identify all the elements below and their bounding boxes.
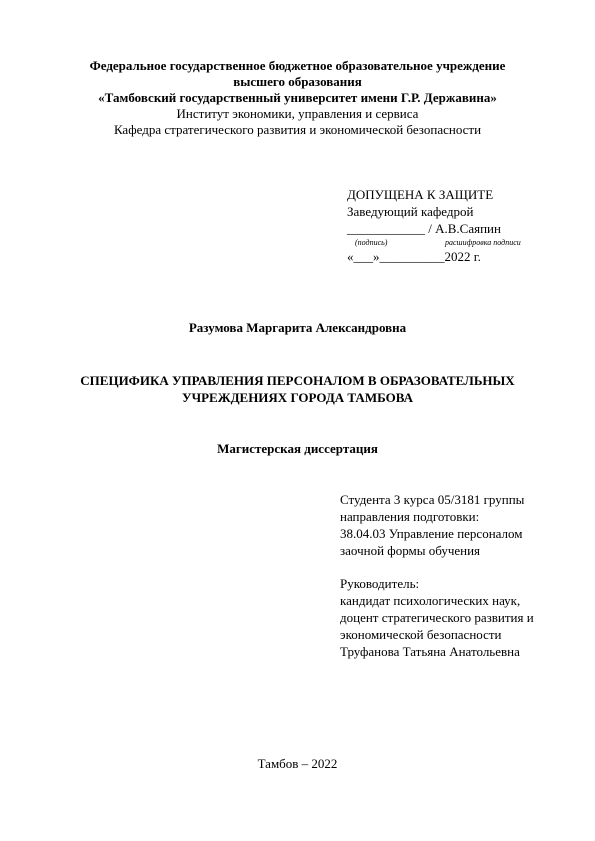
supervisor-degree: кандидат психологических наук, <box>340 593 521 608</box>
supervisor-info <box>340 575 534 660</box>
supervisor-label: Руководитель: <box>340 576 420 591</box>
student-direction-label: направления подготовки: <box>340 509 480 524</box>
student-direction: 38.04.03 Управление персоналом <box>340 526 523 541</box>
institution-level: высшего образования <box>233 74 362 89</box>
institution-header <box>60 58 535 138</box>
supervisor-position-cont: экономической безопасности <box>340 627 502 642</box>
signature-captions <box>347 237 521 248</box>
student-info <box>340 491 524 559</box>
thesis-title-line-2: УЧРЕЖДЕНИЯХ ГОРОДА ТАМБОВА <box>182 390 413 405</box>
student-study-form: заочной формы обучения <box>340 543 481 558</box>
department-name: Кафедра стратегического развития и экономической безопасности <box>113 122 482 137</box>
student-course-group: Студента 3 курса 05/3181 группы <box>340 492 525 507</box>
thesis-title <box>40 372 555 406</box>
institute-name: Институт экономики, управления и сервиса <box>176 106 419 121</box>
caption-decoding: расшифровка подписи <box>445 238 521 247</box>
caption-signature: (подпись) <box>355 238 388 247</box>
approval-signature-line: ____________ / А.В.Саяпин <box>347 221 501 236</box>
university-name: «Тамбовский государственный университет имени Г.Р. Державина» <box>98 90 497 105</box>
approval-date-line: «___»__________2022 г. <box>347 249 481 264</box>
author-name: Разумова Маргарита Александровна <box>188 320 407 335</box>
supervisor-position: доцент стратегического развития и <box>340 610 534 625</box>
approval-heading: ДОПУЩЕНА К ЗАЩИТЕ <box>347 187 494 202</box>
city-year: Тамбов – 2022 <box>257 756 338 771</box>
work-type: Магистерская диссертация <box>217 441 378 456</box>
institution-type: Федеральное государственное бюджетное образовательное учреждение <box>89 58 506 73</box>
supervisor-name: Труфанова Татьяна Анатольевна <box>340 644 520 659</box>
approval-position: Заведующий кафедрой <box>347 204 474 219</box>
thesis-title-line-1: СПЕЦИФИКА УПРАВЛЕНИЯ ПЕРСОНАЛОМ В ОБРАЗОВАТЕЛЬНЫХ <box>80 373 515 388</box>
defense-approval-block <box>347 186 521 265</box>
